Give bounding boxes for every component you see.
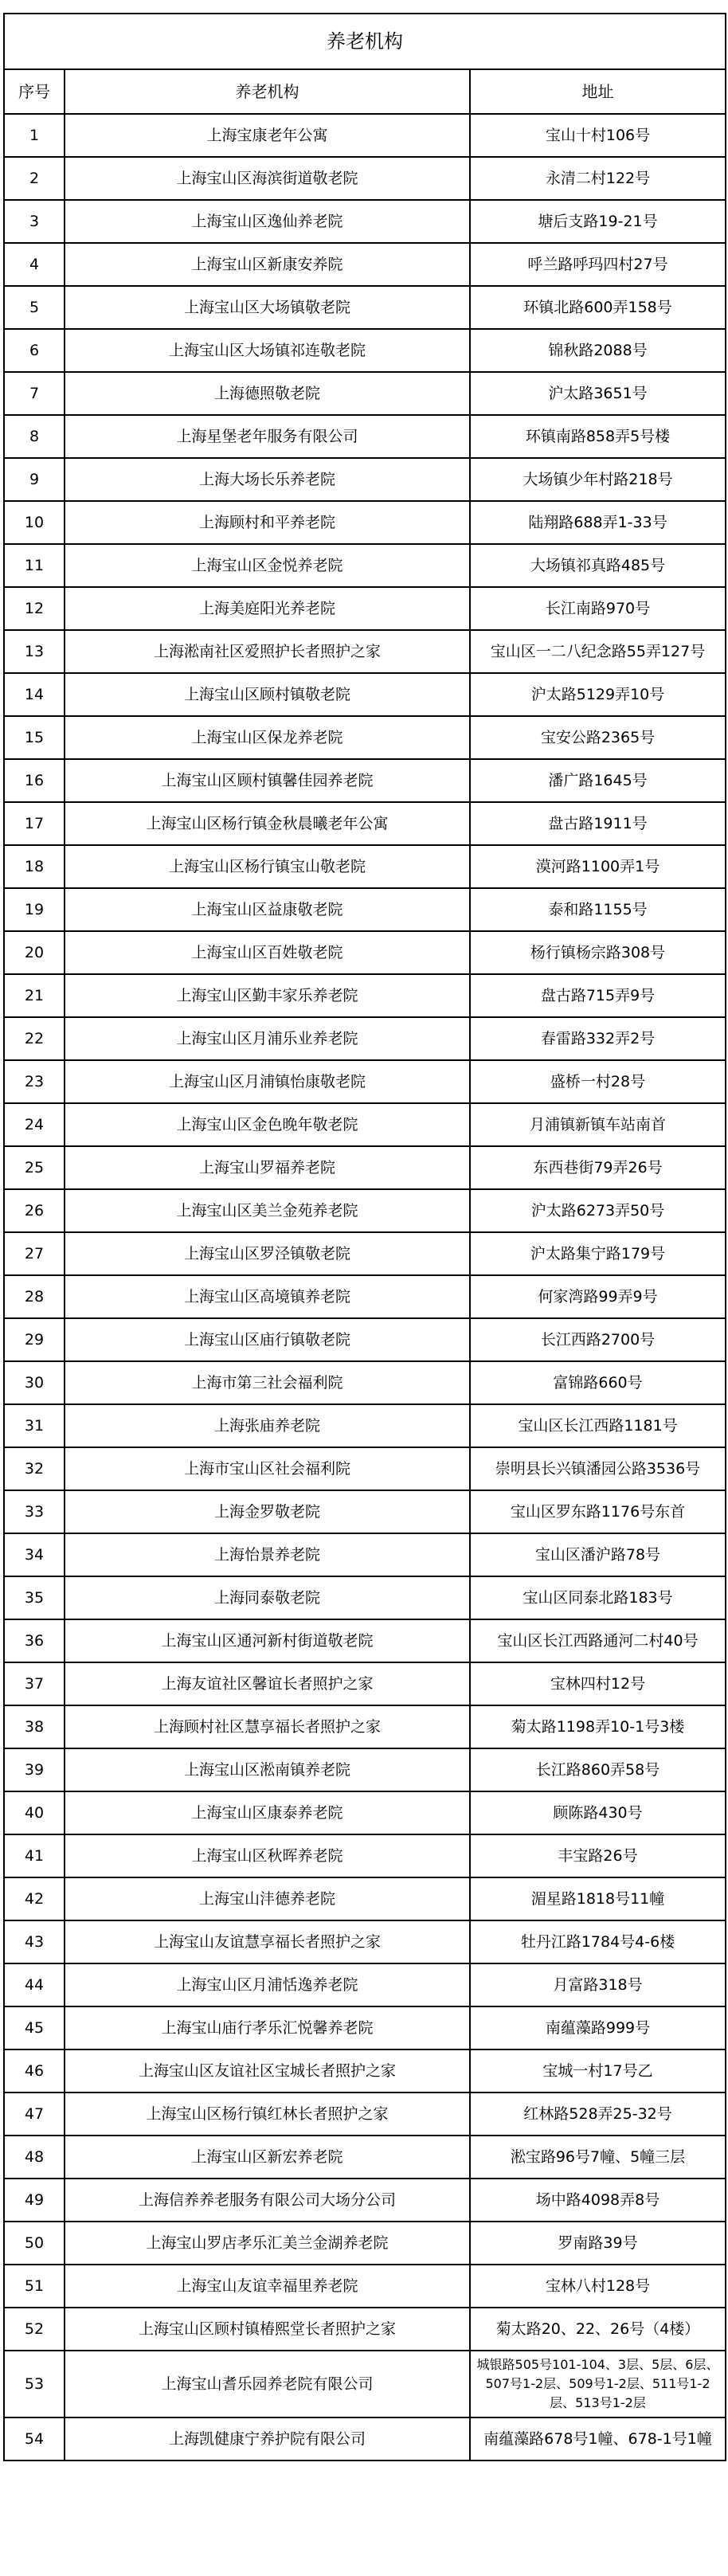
title-row xyxy=(4,14,726,69)
row-index: 42 xyxy=(4,1877,65,1920)
institution-name: 上海金罗敬老院 xyxy=(65,1490,470,1533)
table-row xyxy=(4,1705,726,1748)
institution-address: 东西巷街79弄26号 xyxy=(470,1146,726,1189)
institution-name: 上海宝山区金悦养老院 xyxy=(65,544,470,587)
institution-address: 红林路528弄25-32号 xyxy=(470,2093,726,2136)
institution-name: 上海宝山区大场镇敬老院 xyxy=(65,286,470,329)
table-row xyxy=(4,243,726,286)
table-row xyxy=(4,716,726,759)
institution-address: 陆翔路688弄1-33号 xyxy=(470,501,726,544)
institution-address: 大场镇祁真路485号 xyxy=(470,544,726,587)
institution-address: 宝山区潘沪路78号 xyxy=(470,1533,726,1576)
row-index: 46 xyxy=(4,2049,65,2093)
institution-name: 上海宝山区庙行镇敬老院 xyxy=(65,1318,470,1361)
institution-address: 宝山区长江西路通河二村40号 xyxy=(470,1619,726,1662)
institution-address: 环镇南路858弄5号楼 xyxy=(470,415,726,458)
header-row xyxy=(4,69,726,114)
institution-name: 上海宝山区秋晖养老院 xyxy=(65,1834,470,1877)
table-title: 养老机构 xyxy=(4,14,726,69)
row-index: 3 xyxy=(4,200,65,243)
institution-address: 崇明县长兴镇潘园公路3536号 xyxy=(470,1447,726,1490)
institution-address: 丰宝路26号 xyxy=(470,1834,726,1877)
table-row xyxy=(4,1963,726,2006)
institution-name: 上海宝山区罗泾镇敬老院 xyxy=(65,1232,470,1275)
institution-name: 上海宝山区友谊社区宝城长者照护之家 xyxy=(65,2049,470,2093)
row-index: 52 xyxy=(4,2308,65,2351)
row-index: 8 xyxy=(4,415,65,458)
row-index: 39 xyxy=(4,1748,65,1791)
row-index: 20 xyxy=(4,931,65,974)
table-row xyxy=(4,974,726,1017)
row-index: 49 xyxy=(4,2179,65,2222)
row-index: 53 xyxy=(4,2351,65,2417)
institution-address: 菊太路20、22、26号（4楼） xyxy=(470,2308,726,2351)
row-index: 33 xyxy=(4,1490,65,1533)
table-row xyxy=(4,673,726,716)
table-row xyxy=(4,2417,726,2461)
row-index: 54 xyxy=(4,2417,65,2461)
institution-name: 上海宝山友谊幸福里养老院 xyxy=(65,2265,470,2308)
institution-name: 上海宝山区顾村镇椿熙堂长者照护之家 xyxy=(65,2308,470,2351)
row-index: 16 xyxy=(4,759,65,802)
institution-name: 上海宝山区金色晚年敬老院 xyxy=(65,1103,470,1146)
institution-address: 盘古路1911号 xyxy=(470,802,726,845)
institution-name: 上海宝山沣德养老院 xyxy=(65,1877,470,1920)
table-row xyxy=(4,2351,726,2417)
institution-address: 漠河路1100弄1号 xyxy=(470,845,726,888)
institution-address: 淞宝路96号7幢、5幢三层 xyxy=(470,2136,726,2179)
institution-name: 上海宝山罗店孝乐汇美兰金湖养老院 xyxy=(65,2222,470,2265)
table-row xyxy=(4,157,726,200)
table-row xyxy=(4,2222,726,2265)
institution-address: 月浦镇新镇车站南首 xyxy=(470,1103,726,1146)
table-row xyxy=(4,372,726,415)
table-row xyxy=(4,200,726,243)
table-row xyxy=(4,286,726,329)
row-index: 17 xyxy=(4,802,65,845)
row-index: 12 xyxy=(4,587,65,630)
row-index: 5 xyxy=(4,286,65,329)
institution-address: 锦秋路2088号 xyxy=(470,329,726,372)
row-index: 19 xyxy=(4,888,65,931)
institution-name: 上海宝山区勤丰家乐养老院 xyxy=(65,974,470,1017)
table-row xyxy=(4,501,726,544)
row-index: 9 xyxy=(4,458,65,501)
institution-name: 上海宝山区高境镇养老院 xyxy=(65,1275,470,1318)
table-row xyxy=(4,2265,726,2308)
institution-address: 盘古路715弄9号 xyxy=(470,974,726,1017)
institution-name: 上海宝山区顾村镇馨佳园养老院 xyxy=(65,759,470,802)
table-row xyxy=(4,2136,726,2179)
institution-name: 上海宝山区杨行镇宝山敬老院 xyxy=(65,845,470,888)
row-index: 22 xyxy=(4,1017,65,1060)
row-index: 29 xyxy=(4,1318,65,1361)
row-index: 44 xyxy=(4,1963,65,2006)
institution-name: 上海宝山区保龙养老院 xyxy=(65,716,470,759)
institution-address: 塘后支路19-21号 xyxy=(470,200,726,243)
row-index: 4 xyxy=(4,243,65,286)
table-row xyxy=(4,759,726,802)
institution-name: 上海宝康老年公寓 xyxy=(65,114,470,157)
institution-name: 上海顾村社区慧享福长者照护之家 xyxy=(65,1705,470,1748)
institution-address: 春雷路332弄2号 xyxy=(470,1017,726,1060)
institution-name: 上海同泰敬老院 xyxy=(65,1576,470,1619)
row-index: 26 xyxy=(4,1189,65,1232)
institution-name: 上海宝山区月浦镇怡康敬老院 xyxy=(65,1060,470,1103)
institution-address: 南蕴藻路678号1幢、678-1号1幢 xyxy=(470,2417,726,2461)
institution-address: 宝山区罗东路1176号东首 xyxy=(470,1490,726,1533)
institution-address: 宝山区一二八纪念路55弄127号 xyxy=(470,630,726,673)
row-index: 18 xyxy=(4,845,65,888)
institution-name: 上海宝山区杨行镇红林长者照护之家 xyxy=(65,2093,470,2136)
table-row xyxy=(4,630,726,673)
table-row xyxy=(4,1275,726,1318)
table-row xyxy=(4,888,726,931)
table-row xyxy=(4,114,726,157)
institution-address: 宝林四村12号 xyxy=(470,1662,726,1705)
table-row xyxy=(4,544,726,587)
institution-address: 宝城一村17号乙 xyxy=(470,2049,726,2093)
table-row xyxy=(4,2308,726,2351)
institution-address: 宝山区长江西路1181号 xyxy=(470,1404,726,1447)
institution-name: 上海怡景养老院 xyxy=(65,1533,470,1576)
institution-address: 长江路860弄58号 xyxy=(470,1748,726,1791)
institution-address: 月富路318号 xyxy=(470,1963,726,2006)
institution-address: 湄星路1818号11幢 xyxy=(470,1877,726,1920)
table-row xyxy=(4,931,726,974)
row-index: 21 xyxy=(4,974,65,1017)
table-row xyxy=(4,1834,726,1877)
table-row xyxy=(4,1748,726,1791)
table-row xyxy=(4,1017,726,1060)
elderly-care-table xyxy=(3,13,726,2461)
table-row xyxy=(4,1404,726,1447)
institution-address: 宝山区同泰北路183号 xyxy=(470,1576,726,1619)
institution-address: 杨行镇杨宗路308号 xyxy=(470,931,726,974)
institution-name: 上海友谊社区馨谊长者照护之家 xyxy=(65,1662,470,1705)
institution-name: 上海市第三社会福利院 xyxy=(65,1361,470,1404)
row-index: 7 xyxy=(4,372,65,415)
row-index: 13 xyxy=(4,630,65,673)
table-row xyxy=(4,2179,726,2222)
row-index: 43 xyxy=(4,1920,65,1963)
row-index: 31 xyxy=(4,1404,65,1447)
row-index: 41 xyxy=(4,1834,65,1877)
institution-name: 上海美庭阳光养老院 xyxy=(65,587,470,630)
table-row xyxy=(4,329,726,372)
table-row xyxy=(4,415,726,458)
table-row xyxy=(4,1447,726,1490)
row-index: 37 xyxy=(4,1662,65,1705)
institution-address: 菊太路1198弄10-1号3楼 xyxy=(470,1705,726,1748)
header-index: 序号 xyxy=(4,69,65,114)
institution-address: 沪太路5129弄10号 xyxy=(470,673,726,716)
institution-address: 长江西路2700号 xyxy=(470,1318,726,1361)
table-row xyxy=(4,2093,726,2136)
institution-address: 罗南路39号 xyxy=(470,2222,726,2265)
institution-address: 沪太路3651号 xyxy=(470,372,726,415)
table-row xyxy=(4,2006,726,2049)
row-index: 50 xyxy=(4,2222,65,2265)
row-index: 47 xyxy=(4,2093,65,2136)
institution-name: 上海宝山区益康敬老院 xyxy=(65,888,470,931)
institution-address: 潘广路1645号 xyxy=(470,759,726,802)
institution-name: 上海宝山区新康安养院 xyxy=(65,243,470,286)
institution-name: 上海顾村和平养老院 xyxy=(65,501,470,544)
elderly-care-table-sheet xyxy=(3,13,725,2461)
table-row xyxy=(4,1232,726,1275)
institution-name: 上海星堡老年服务有限公司 xyxy=(65,415,470,458)
table-row xyxy=(4,1490,726,1533)
table-row xyxy=(4,1189,726,1232)
institution-address: 宝安公路2365号 xyxy=(470,716,726,759)
table-row xyxy=(4,1318,726,1361)
table-body xyxy=(4,14,726,2461)
institution-address: 场中路4098弄8号 xyxy=(470,2179,726,2222)
institution-name: 上海凯健康宁养护院有限公司 xyxy=(65,2417,470,2461)
institution-address: 何家湾路99弄9号 xyxy=(470,1275,726,1318)
institution-address: 顾陈路430号 xyxy=(470,1791,726,1834)
institution-address: 泰和路1155号 xyxy=(470,888,726,931)
institution-address: 牡丹江路1784号4-6楼 xyxy=(470,1920,726,1963)
institution-address: 城银路505号101-104、3层、5层、6层、507号1-2层、509号1-2层、511号1-2层、513号1-2层 xyxy=(470,2351,726,2417)
table-row xyxy=(4,1103,726,1146)
row-index: 36 xyxy=(4,1619,65,1662)
table-row xyxy=(4,1920,726,1963)
row-index: 27 xyxy=(4,1232,65,1275)
row-index: 11 xyxy=(4,544,65,587)
institution-name: 上海信养养老服务有限公司大场分公司 xyxy=(65,2179,470,2222)
table-row xyxy=(4,1146,726,1189)
institution-address: 宝山十村106号 xyxy=(470,114,726,157)
row-index: 32 xyxy=(4,1447,65,1490)
table-row xyxy=(4,1877,726,1920)
row-index: 30 xyxy=(4,1361,65,1404)
table-row xyxy=(4,802,726,845)
institution-name: 上海张庙养老院 xyxy=(65,1404,470,1447)
table-row xyxy=(4,1576,726,1619)
institution-address: 沪太路6273弄50号 xyxy=(470,1189,726,1232)
institution-name: 上海宝山庙行孝乐汇悦馨养老院 xyxy=(65,2006,470,2049)
institution-address: 永清二村122号 xyxy=(470,157,726,200)
institution-name: 上海宝山区海滨街道敬老院 xyxy=(65,157,470,200)
institution-address: 盛桥一村28号 xyxy=(470,1060,726,1103)
row-index: 24 xyxy=(4,1103,65,1146)
institution-name: 上海市宝山区社会福利院 xyxy=(65,1447,470,1490)
institution-address: 沪太路集宁路179号 xyxy=(470,1232,726,1275)
institution-name: 上海德照敬老院 xyxy=(65,372,470,415)
institution-name: 上海宝山区通河新村街道敬老院 xyxy=(65,1619,470,1662)
institution-name: 上海宝山区逸仙养老院 xyxy=(65,200,470,243)
institution-name: 上海淞南社区爱照护长者照护之家 xyxy=(65,630,470,673)
row-index: 2 xyxy=(4,157,65,200)
table-row xyxy=(4,1619,726,1662)
institution-name: 上海宝山区月浦恬逸养老院 xyxy=(65,1963,470,2006)
row-index: 28 xyxy=(4,1275,65,1318)
table-row xyxy=(4,1662,726,1705)
row-index: 38 xyxy=(4,1705,65,1748)
table-row xyxy=(4,2049,726,2093)
row-index: 1 xyxy=(4,114,65,157)
row-index: 23 xyxy=(4,1060,65,1103)
institution-name: 上海宝山区顾村镇敬老院 xyxy=(65,673,470,716)
header-institution: 养老机构 xyxy=(65,69,470,114)
table-row xyxy=(4,458,726,501)
row-index: 25 xyxy=(4,1146,65,1189)
institution-address: 大场镇少年村路218号 xyxy=(470,458,726,501)
institution-name: 上海宝山区淞南镇养老院 xyxy=(65,1748,470,1791)
table-row xyxy=(4,845,726,888)
row-index: 15 xyxy=(4,716,65,759)
table-row xyxy=(4,1533,726,1576)
row-index: 6 xyxy=(4,329,65,372)
institution-address: 呼兰路呼玛四村27号 xyxy=(470,243,726,286)
table-row xyxy=(4,1060,726,1103)
table-row xyxy=(4,587,726,630)
institution-name: 上海宝山区美兰金苑养老院 xyxy=(65,1189,470,1232)
institution-address: 宝林八村128号 xyxy=(470,2265,726,2308)
institution-name: 上海宝山区大场镇祁连敬老院 xyxy=(65,329,470,372)
row-index: 45 xyxy=(4,2006,65,2049)
institution-name: 上海宝山罗福养老院 xyxy=(65,1146,470,1189)
institution-name: 上海宝山区新宏养老院 xyxy=(65,2136,470,2179)
row-index: 35 xyxy=(4,1576,65,1619)
institution-address: 环镇北路600弄158号 xyxy=(470,286,726,329)
institution-name: 上海宝山区康泰养老院 xyxy=(65,1791,470,1834)
row-index: 10 xyxy=(4,501,65,544)
institution-name: 上海大场长乐养老院 xyxy=(65,458,470,501)
institution-name: 上海宝山区百姓敬老院 xyxy=(65,931,470,974)
row-index: 34 xyxy=(4,1533,65,1576)
institution-address: 长江南路970号 xyxy=(470,587,726,630)
institution-address: 南蕴藻路999号 xyxy=(470,2006,726,2049)
institution-name: 上海宝山区杨行镇金秋晨曦老年公寓 xyxy=(65,802,470,845)
row-index: 14 xyxy=(4,673,65,716)
institution-name: 上海宝山区月浦乐业养老院 xyxy=(65,1017,470,1060)
header-address: 地址 xyxy=(470,69,726,114)
table-row xyxy=(4,1791,726,1834)
institution-name: 上海宝山友谊慧享福长者照护之家 xyxy=(65,1920,470,1963)
table-row xyxy=(4,1361,726,1404)
row-index: 48 xyxy=(4,2136,65,2179)
row-index: 51 xyxy=(4,2265,65,2308)
row-index: 40 xyxy=(4,1791,65,1834)
institution-name: 上海宝山耆乐园养老院有限公司 xyxy=(65,2351,470,2417)
institution-address: 富锦路660号 xyxy=(470,1361,726,1404)
